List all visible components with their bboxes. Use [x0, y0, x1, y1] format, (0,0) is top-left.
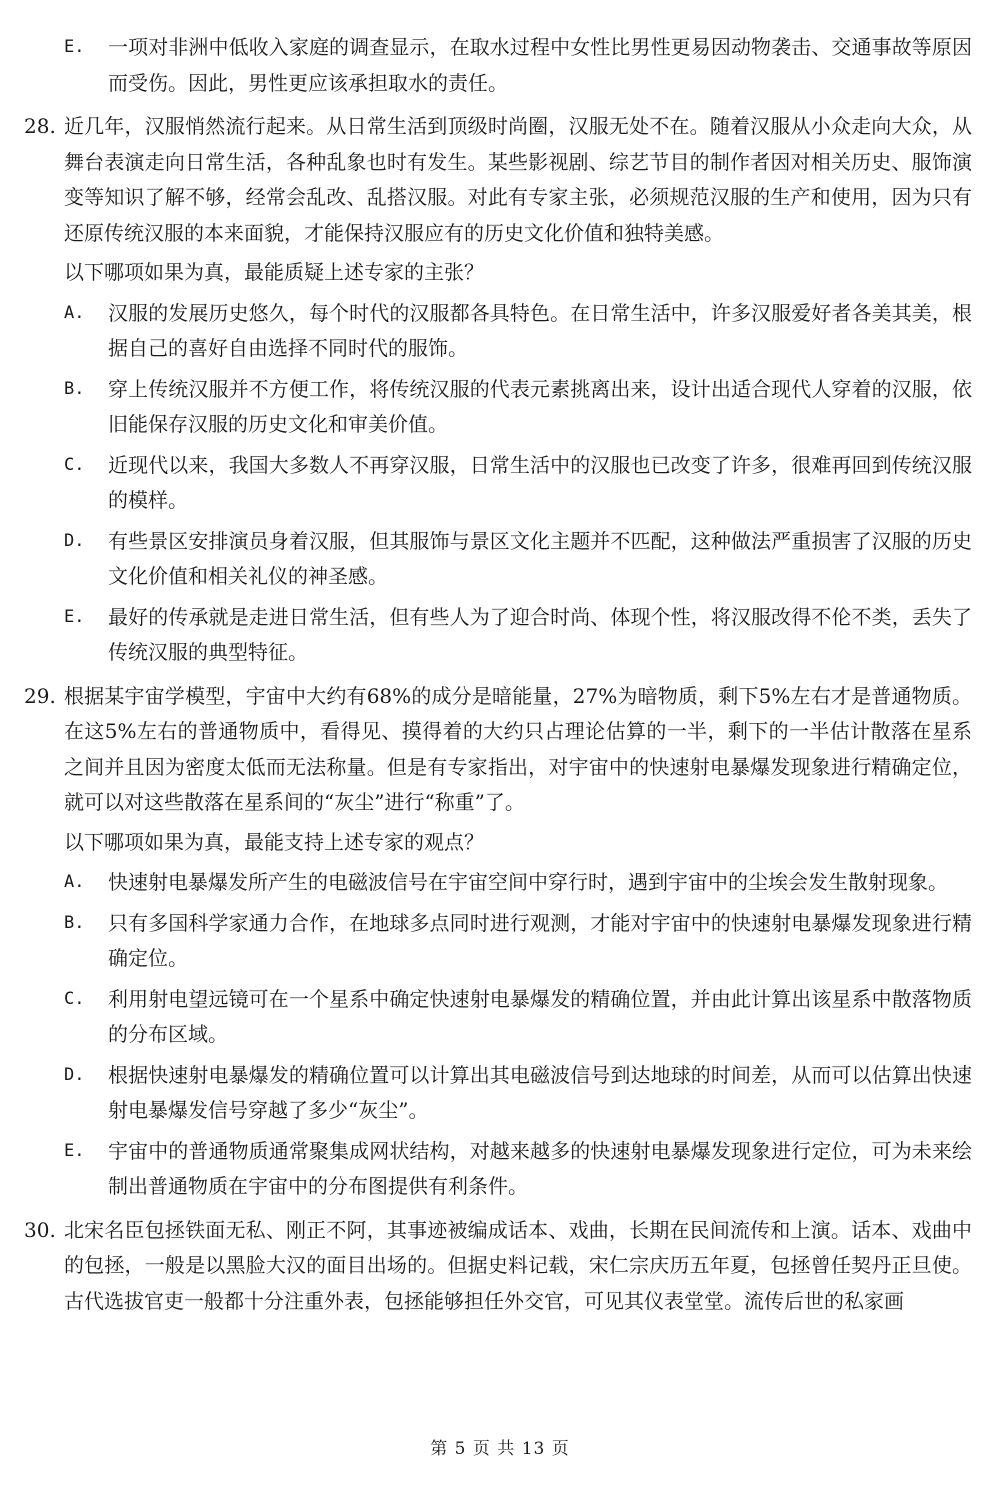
question-29: [0, 679, 1000, 861]
q28-option-d: [0, 524, 1000, 595]
option-label: B.: [64, 912, 85, 933]
q29-option-b: [0, 906, 1000, 977]
page-content: [0, 30, 1000, 1319]
question-prompt: 以下哪项如果为真，最能支持上述专家的观点？: [64, 829, 484, 854]
question-30: [0, 1213, 1000, 1320]
option-text: 最好的传承就是走进日常生活，但有些人为了迎合时尚、体现个性，将汉服改得不伦不类，丢失了传统汉服的典型特征。: [108, 604, 972, 664]
option-text: 近现代以来，我国大多数人不再穿汉服，日常生活中的汉服也已改变了许多，很难再回到传统汉服的模样。: [108, 452, 972, 512]
option-text: 只有多国科学家通力合作，在地球多点同时进行观测，才能对宇宙中的快速射电暴爆发现象进行精确定位。: [108, 910, 972, 970]
option-label: B.: [64, 378, 85, 399]
question-number: 30.: [24, 1217, 56, 1242]
option-text: 快速射电暴爆发所产生的电磁波信号在宇宙空间中穿行时，遇到宇宙中的尘埃会发生散射现象。: [108, 870, 948, 894]
q28-option-b: [0, 372, 1000, 443]
question-stem: 北宋名臣包拯铁面无私、刚正不阿，其事迹被编成话本、戏曲，长期在民间流传和上演。话本、戏曲中的包拯，一般是以黑脸大汉的面目出场的。但据史料记载，宋仁宗庆历五年夏，包拯曾任契丹正旦使。古代选拔官吏一般都十分注重外表，包拯能够担任外交官，可见其仪表堂堂。流传后世的私家画: [64, 1217, 972, 1313]
option-label: C.: [64, 988, 85, 1009]
page-footer: 第 5 页 共 13 页: [430, 1439, 570, 1459]
q29-option-c: [0, 982, 1000, 1053]
option-label: D.: [64, 530, 85, 551]
option-text: 汉服的发展历史悠久，每个时代的汉服都各具特色。在日常生活中，许多汉服爱好者各美其美，根据自己的喜好自由选择不同时代的服饰。: [108, 300, 972, 360]
question-stem: 近几年，汉服悄然流行起来。从日常生活到顶级时尚圈，汉服无处不在。随着汉服从小众走向大众，从舞台表演走向日常生活，各种乱象也时有发生。某些影视剧、综艺节目的制作者因对相关历史、服饰演变等知识了解不够，经常会乱改、乱搭汉服。对此有专家主张，必须规范汉服的生产和使用，因为只有还原传统汉服的本来面貌，才能保持汉服应有的历史文化价值和独特美感。: [64, 114, 972, 245]
option-label: E.: [64, 1140, 85, 1161]
option-text: 有些景区安排演员身着汉服，但其服饰与景区文化主题并不匹配，这种做法严重损害了汉服的历史文化价值和相关礼仪的神圣感。: [108, 528, 972, 588]
option-label: E.: [64, 606, 85, 627]
option-label: C.: [64, 454, 85, 475]
option-label: E.: [64, 37, 85, 57]
q29-option-a: [0, 865, 1000, 901]
option-label: A.: [64, 302, 85, 323]
question-stem: 根据某宇宙学模型，宇宙中大约有68%的成分是暗能量，27%为暗物质，剩下5%左右才是普通物质。在这5%左右的普通物质中，看得见、摸得着的大约只占理论估算的一半，剩下的一半估计散落在星系之间并且因为密度太低而无法称量。但是有专家指出，对宇宙中的快速射电暴爆发现象进行精确定位，就可以对这些散落在星系间的“灰尘”进行“称重”了。: [64, 683, 972, 814]
question-28: [0, 109, 1000, 291]
q28-option-a: [0, 296, 1000, 367]
option-label: D.: [64, 1064, 85, 1085]
option-text: 穿上传统汉服并不方便工作，将传统汉服的代表元素挑离出来，设计出适合现代人穿着的汉服，依旧能保存汉服的历史文化和审美价值。: [108, 376, 972, 436]
q28-option-e: [0, 600, 1000, 671]
option-label: A.: [64, 872, 85, 892]
option-text: 利用射电望远镜可在一个星系中确定快速射电暴爆发的精确位置，并由此计算出该星系中散落物质的分布区域。: [108, 986, 972, 1046]
option-text: 宇宙中的普通物质通常聚集成网状结构，对越来越多的快速射电暴爆发现象进行定位，可为未来绘制出普通物质在宇宙中的分布图提供有利条件。: [108, 1138, 972, 1198]
question-number: 29.: [24, 683, 56, 708]
question-number: 28.: [24, 114, 56, 138]
q29-option-d: [0, 1058, 1000, 1129]
option-text: 一项对非洲中低收入家庭的调查显示，在取水过程中女性比男性更易因动物袭击、交通事故等原因而受伤。因此，男性更应该承担取水的责任。: [108, 35, 972, 95]
option-text: 根据快速射电暴爆发的精确位置可以计算出其电磁波信号到达地球的时间差，从而可以估算出快速射电暴爆发信号穿越了多少“灰尘”。: [108, 1062, 972, 1122]
q29-option-e: [0, 1134, 1000, 1205]
q27-option-e: [0, 30, 1000, 101]
q28-option-c: [0, 448, 1000, 519]
question-prompt: 以下哪项如果为真，最能质疑上述专家的主张？: [64, 260, 484, 284]
